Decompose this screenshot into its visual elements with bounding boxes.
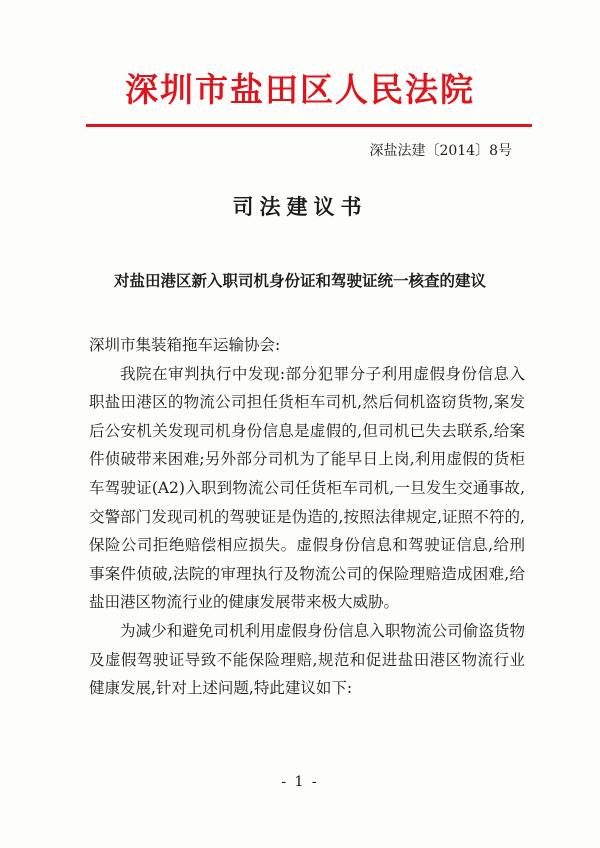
document-body bbox=[89, 331, 525, 703]
letterhead-divider bbox=[86, 124, 532, 127]
body-paragraph-1: 我院在审判执行中发现:部分犯罪分子利用虚假身份信息入职盐田港区的物流公司担任货柜车司机,然后伺机盗窃货物,案发后公安机关发现司机身份信息是虚假的,但司机已失去联系,给案件侦破带来困难;另外部分司机为了能早日上岗,利用虚假的货柜车驾驶证(A2)入职到物流公司任货柜车司机,一旦发生交通事故,交警部门发现司机的驾驶证是伪造的,按照法律规定,证照不符的,保险公司拒绝赔偿相应损失。虚假身份信息和驾驶证信息,给刑事案件侦破,法院的审理执行及物流公司的保险理赔造成困难,给盐田港区物流行业的健康发展带来极大威胁。 bbox=[89, 364, 525, 612]
addressee: 深圳市集装箱拖车运输协会: bbox=[89, 336, 281, 354]
page-number: - 1 - bbox=[281, 774, 319, 790]
document-subject: 对盐田港区新入职司机身份证和驾驶证统一核查的建议 bbox=[113, 271, 486, 290]
document-title: 司法建议书 bbox=[232, 194, 368, 219]
document-number: 深盐法建〔2014〕8号 bbox=[369, 143, 512, 159]
court-letterhead: 深圳市盐田区人民法院 bbox=[125, 70, 475, 109]
body-paragraph-2: 为减少和避免司机利用虚假身份信息入职物流公司偷盗货物及虚假驾驶证导致不能保险理赔,规范和促进盐田港区物流行业健康发展,针对上述问题,特此建议如下: bbox=[89, 621, 525, 698]
